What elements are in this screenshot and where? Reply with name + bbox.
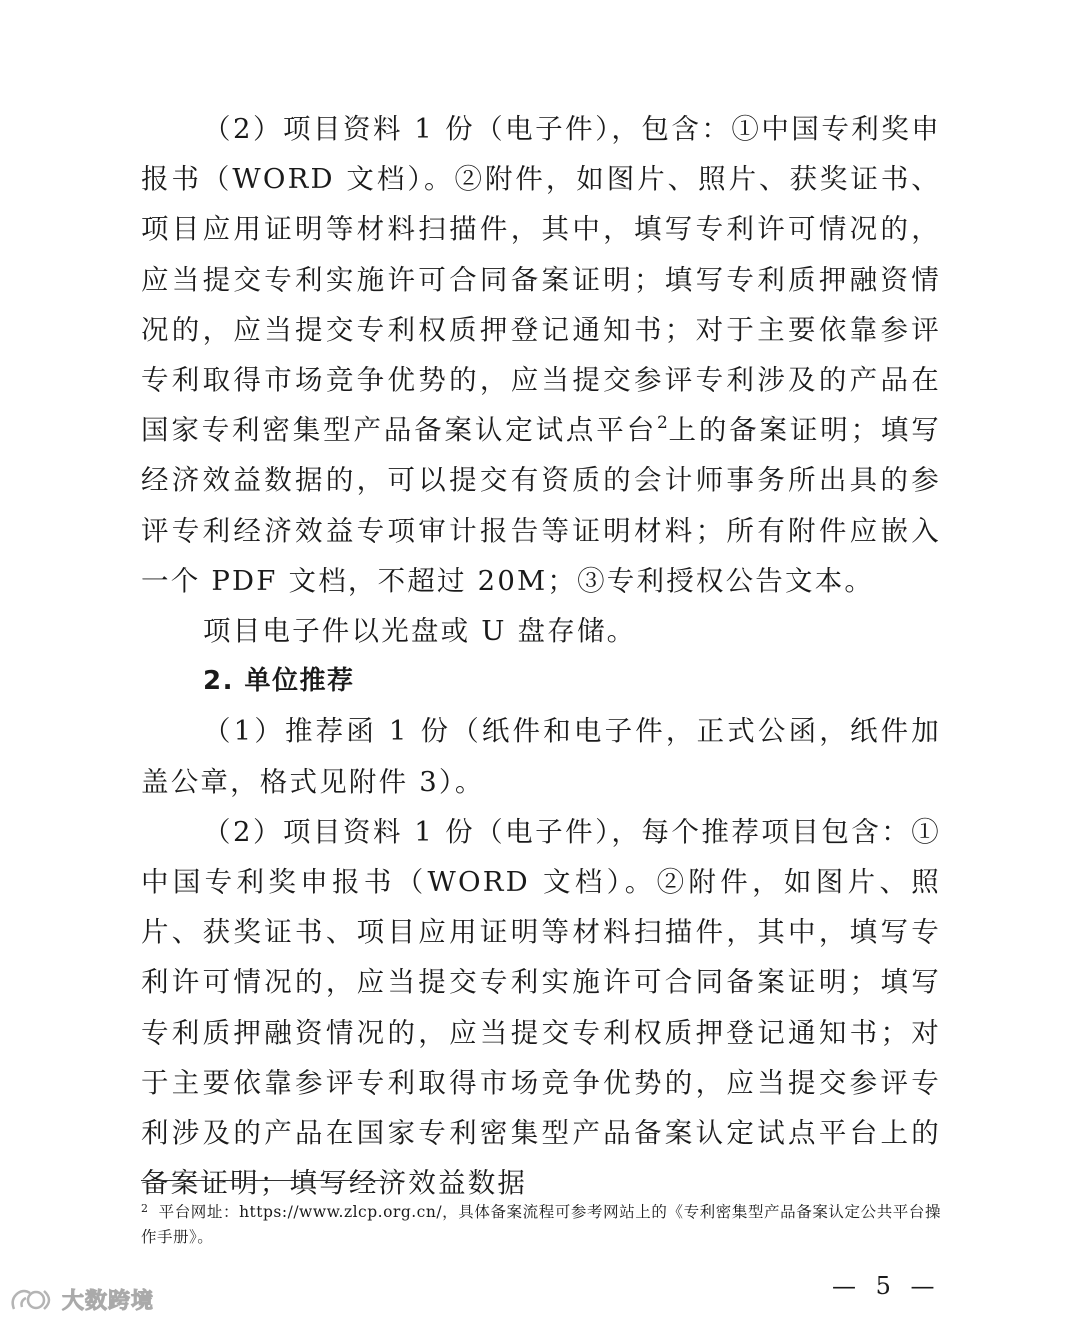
footnote bbox=[141, 1196, 941, 1250]
paragraph-recommended-project-materials: （2）项目资料 1 份（电子件），每个推荐项目包含：①中国专利奖申报书（WORD 文档）。②附件，如图片、照片、获奖证书、项目应用证明等材料扫描件，其中，填写专利许可情况的，应当提交专利实施许可合同备案证明；填写专利质押融资情况的，应当提交专利权质押登记通知书；对于主要依靠参评专利取得市场竞争优势的，应当提交参评专利涉及的产品在国家专利密集型产品备案认定试点平台上的备案证明；填写经济效益数据 bbox=[141, 815, 941, 1200]
page-number: — 5 — bbox=[832, 1272, 941, 1300]
watermark bbox=[8, 1284, 154, 1315]
paragraph-storage: 项目电子件以光盘或 U 盘存储。 bbox=[203, 615, 637, 648]
footnote-mark: 2 bbox=[141, 1202, 149, 1215]
section-heading-unit-recommendation: 2. 单位推荐 bbox=[203, 666, 355, 697]
watermark-text: 大数跨境 bbox=[62, 1289, 155, 1314]
watermark-logo-icon bbox=[8, 1285, 56, 1315]
paragraph-project-materials bbox=[141, 104, 941, 606]
footnote-divider bbox=[141, 1180, 401, 1181]
paragraph-text-part2: 上的备案证明；填写经济效益数据的，可以提交有资质的会计师事务所出具的参评专利经济效益专项审计报告等证明材料；所有附件应嵌入一个 PDF 文档，不超过 20M；③专利授权公告文本。 bbox=[141, 414, 941, 597]
body-text bbox=[141, 104, 941, 1208]
paragraph-recommendation-letter: （1）推荐函 1 份（纸件和电子件，正式公函，纸件加盖公章，格式见附件 3）。 bbox=[141, 715, 941, 798]
paragraph-text-part1: （2）项目资料 1 份（电子件），包含：①中国专利奖申报书（WORD 文档）。②附件，如图片、照片、获奖证书、项目应用证明等材料扫描件，其中，填写专利许可情况的，应当提交专利实施许可合同备案证明；填写专利质押融资情况的，应当提交专利权质押登记通知书；对于主要依靠参评专利取得市场竞争优势的，应当提交参评专利涉及的产品在国家专利密集型产品备案认定试点平台 bbox=[141, 113, 941, 447]
footnote-reference[interactable]: 2 bbox=[656, 413, 668, 434]
footnote-text: 平台网址：https://www.zlcp.org.cn/，具体备案流程可参考网站上的《专利密集型产品备案认定公共平台操作手册》。 bbox=[141, 1203, 941, 1246]
